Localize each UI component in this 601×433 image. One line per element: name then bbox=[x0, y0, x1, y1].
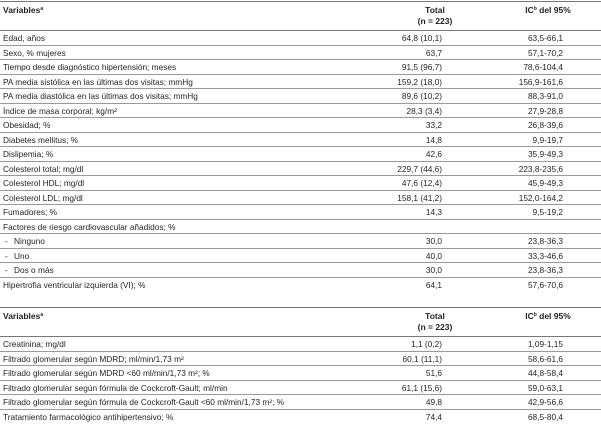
table-row bbox=[0, 176, 601, 191]
row-total-value: 64,8 (10,1) bbox=[401, 33, 442, 43]
row-ci-value: 88,3-91,0 bbox=[527, 91, 563, 101]
row-label bbox=[3, 280, 145, 290]
row-label bbox=[3, 91, 198, 101]
table-row bbox=[0, 31, 601, 46]
row-total-value: 61,1 (15,6) bbox=[401, 382, 442, 393]
row-label-text: Filtrado glomerular según fórmula de Cockcroft-Gault <60 ml/min/1,73 m²; % bbox=[3, 397, 285, 407]
row-label bbox=[3, 135, 78, 145]
table-body bbox=[0, 337, 601, 424]
row-total-value: 14,8 bbox=[425, 134, 442, 145]
row-ci-value: 45,9-49,3 bbox=[527, 178, 563, 188]
row-ci-value: 23,8-36,3 bbox=[527, 265, 563, 275]
row-total-value: 63,7 bbox=[425, 47, 442, 58]
row-ci-value: 9,5-19,2 bbox=[532, 207, 563, 217]
row-label bbox=[5, 251, 29, 261]
row-total-value: 51,6 bbox=[425, 368, 442, 378]
row-ci-value: 68,5-80,4 bbox=[527, 411, 563, 422]
table-row bbox=[0, 278, 601, 293]
row-ci-value: 42,9-56,6 bbox=[527, 397, 563, 407]
table-row bbox=[0, 191, 601, 206]
row-ci-value: 152,0-164,2 bbox=[518, 192, 563, 203]
row-label bbox=[3, 164, 83, 174]
row-label bbox=[3, 354, 184, 364]
row-bullet: - bbox=[5, 236, 8, 246]
row-label-text: Creatinina; mg/dl bbox=[3, 339, 66, 349]
row-total-value: 49,8 bbox=[425, 397, 442, 407]
row-label-text: PA media sistólica en las últimas dos visitas; mmHg bbox=[3, 76, 193, 87]
row-ci-value: 59,0-63,1 bbox=[527, 382, 563, 393]
table-row bbox=[0, 46, 601, 61]
characteristics-table bbox=[0, 1, 601, 292]
row-ci-value: 57,1-70,2 bbox=[527, 47, 563, 58]
row-total-value: 30,0 bbox=[425, 265, 442, 275]
row-label-text: Colesterol LDL; mg/dl bbox=[3, 192, 83, 203]
row-ci-value: 9,9-19,7 bbox=[532, 134, 563, 145]
table-row bbox=[0, 249, 601, 264]
row-label-text: Colesterol HDL; mg/dl bbox=[3, 178, 85, 188]
table-row bbox=[0, 337, 601, 352]
row-label bbox=[3, 33, 45, 43]
row-label-text: Filtrado glomerular según MDRD <60 ml/min/1,73 m²; % bbox=[3, 368, 210, 378]
table-header bbox=[0, 1, 601, 31]
row-label-text: Edad, años bbox=[3, 33, 45, 43]
table-row bbox=[0, 205, 601, 220]
row-label-text: Tratamiento farmacológico antihipertensivo; % bbox=[3, 411, 174, 422]
row-ci-value: 35,9-49,3 bbox=[527, 149, 563, 159]
row-total-value: 89,6 (10,2) bbox=[401, 91, 442, 101]
row-total-value: 158,1 (41,2) bbox=[397, 192, 442, 203]
row-bullet: - bbox=[5, 265, 8, 275]
row-label bbox=[3, 397, 284, 407]
row-label bbox=[3, 77, 193, 87]
row-label-text: Fumadores; % bbox=[3, 207, 57, 217]
row-total-value: 14,3 bbox=[425, 207, 442, 217]
row-total-value: 40,0 bbox=[425, 250, 442, 261]
table-row bbox=[0, 162, 601, 177]
row-label-text: PA media diastólica en las últimas dos visitas; mmHg bbox=[3, 91, 198, 101]
row-label-text: Índice de masa corporal; kg/m² bbox=[3, 105, 117, 116]
row-total-value: 30,0 bbox=[425, 236, 442, 246]
row-ci-value: 44,8-58,4 bbox=[527, 368, 563, 378]
row-total-value: 1,1 (0,2) bbox=[411, 339, 442, 349]
row-label bbox=[3, 222, 175, 232]
row-label-text: Ninguno bbox=[14, 236, 45, 246]
ci-header: $IC^b$ del 95% bbox=[525, 5, 571, 15]
row-total-value: 28,3 (3,4) bbox=[406, 105, 442, 116]
row-label bbox=[3, 62, 176, 72]
row-label bbox=[3, 339, 66, 349]
row-ci-value: 33,3-46,6 bbox=[527, 250, 563, 261]
table-row bbox=[0, 381, 601, 396]
row-ci-value: 26,8-39,6 bbox=[527, 120, 563, 130]
row-total-value: 47,6 (12,4) bbox=[401, 178, 442, 188]
row-ci-value: 23,8-36,3 bbox=[527, 236, 563, 246]
table-row bbox=[0, 220, 601, 235]
row-label-text: Diabetes mellitus; % bbox=[3, 134, 79, 145]
row-label-text: Factores de riesgo cardiovascular añadidos; % bbox=[3, 221, 176, 232]
row-total-value: 91,5 (96,7) bbox=[401, 62, 442, 72]
row-total-value: 159,2 (18,0) bbox=[397, 76, 442, 87]
row-ci-value: 223,8-235,6 bbox=[518, 163, 563, 174]
row-label bbox=[3, 368, 210, 378]
row-label bbox=[3, 207, 57, 217]
table-row bbox=[0, 118, 601, 133]
total-header: Total (n = 223) bbox=[417, 5, 453, 26]
table-row bbox=[0, 104, 601, 119]
renal-function-table bbox=[0, 307, 601, 424]
row-ci-value: 63,5-66,1 bbox=[527, 33, 563, 43]
row-label-text: Tiempo desde diagnóstico hipertensión; meses bbox=[3, 62, 177, 72]
row-ci-value: 58,6-61,6 bbox=[527, 353, 563, 364]
row-label bbox=[3, 106, 117, 116]
variables-header: Variables$^a$ bbox=[3, 5, 44, 15]
row-label bbox=[3, 48, 66, 58]
total-header: Total (n = 223) bbox=[417, 311, 453, 332]
variables-header: Variables$^a$ bbox=[3, 311, 44, 321]
row-label bbox=[5, 236, 45, 246]
row-label-text: Dislipemia; % bbox=[3, 149, 54, 159]
row-bullet: - bbox=[5, 250, 8, 261]
table-row bbox=[0, 60, 601, 75]
row-ci-value: 1,09-1,15 bbox=[527, 339, 563, 349]
row-label-text: Hipertrofia ventricular izquierda (VI); % bbox=[3, 279, 146, 290]
row-total-value: 42,6 bbox=[425, 149, 442, 159]
table-row bbox=[0, 410, 601, 425]
row-label bbox=[3, 412, 173, 422]
row-label-text: Filtrado glomerular según fórmula de Cockcroft-Gault; ml/min bbox=[3, 382, 228, 393]
row-label-text: Sexo, % mujeres bbox=[3, 47, 66, 58]
row-ci-value: 78,6-104,4 bbox=[523, 62, 563, 72]
row-label bbox=[3, 193, 83, 203]
row-label-text: Filtrado glomerular según MDRD; ml/min/1,73 m² bbox=[3, 353, 184, 364]
ci-header: $IC^b$ del 95% bbox=[525, 311, 571, 321]
row-label-text: Dos o más bbox=[14, 265, 54, 275]
table-row bbox=[0, 263, 601, 278]
table-row bbox=[0, 89, 601, 104]
table-body bbox=[0, 31, 601, 292]
table-header bbox=[0, 307, 601, 337]
table-row bbox=[0, 147, 601, 162]
row-label bbox=[5, 265, 54, 275]
row-ci-value: 27,9-28,8 bbox=[527, 105, 563, 116]
row-label-text: Colesterol total; mg/dl bbox=[3, 163, 84, 174]
row-total-value: 74,4 bbox=[425, 411, 442, 422]
row-label-text: Uno bbox=[14, 250, 30, 261]
row-total-value: 229,7 (44,6) bbox=[397, 163, 442, 174]
table-row bbox=[0, 133, 601, 148]
table-row bbox=[0, 395, 601, 410]
row-label bbox=[3, 178, 84, 188]
row-label bbox=[3, 383, 228, 393]
row-label bbox=[3, 149, 53, 159]
table-row bbox=[0, 234, 601, 249]
row-total-value: 33,2 bbox=[425, 120, 442, 130]
row-total-value: 64,1 bbox=[425, 279, 442, 290]
row-ci-value: 57,6-70,6 bbox=[527, 279, 563, 290]
row-ci-value: 156,9-161,6 bbox=[518, 76, 563, 87]
table-row bbox=[0, 352, 601, 367]
row-label-text: Obesidad; % bbox=[3, 120, 51, 130]
table-row bbox=[0, 366, 601, 381]
row-total-value: 60,1 (11,1) bbox=[402, 353, 442, 364]
row-label bbox=[3, 120, 51, 130]
table-row bbox=[0, 75, 601, 90]
